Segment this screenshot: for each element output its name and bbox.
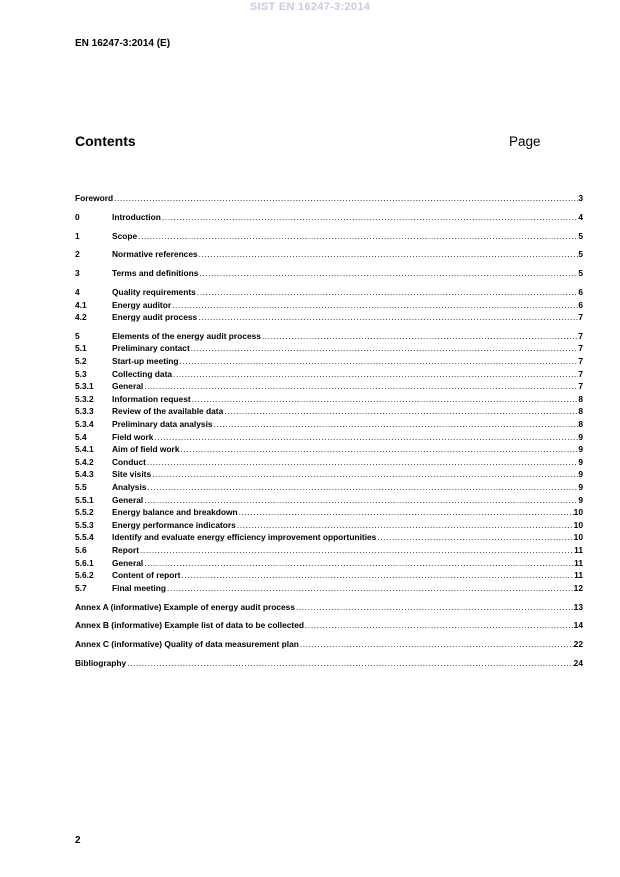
toc-entry-title: Energy performance indicators (112, 519, 236, 530)
dot-leader (143, 380, 578, 393)
dot-leader (198, 267, 578, 280)
toc-entry[interactable] (75, 330, 583, 343)
toc-entry-page: 7 (578, 330, 583, 341)
dot-leader (213, 418, 579, 431)
dot-leader (153, 431, 578, 444)
toc-entry-title: Final meeting (112, 582, 166, 593)
toc-entry-title: Preliminary contact (112, 343, 190, 354)
toc-entry-page: 8 (578, 393, 583, 404)
toc-entry[interactable] (75, 393, 583, 406)
dot-leader (236, 519, 574, 532)
toc-entry-page: 8 (578, 419, 583, 430)
toc-entry-page: 9 (578, 469, 583, 480)
dot-leader (295, 601, 574, 614)
toc-entry[interactable] (75, 544, 583, 557)
toc-entry-title: Elements of the energy audit process (112, 330, 261, 341)
toc-entry-title: Content of report (112, 570, 181, 581)
toc-entry-title: Analysis (112, 482, 147, 492)
toc-entry-number: 3 (75, 268, 80, 279)
toc-entry-page: 6 (578, 299, 583, 310)
toc-entry[interactable] (75, 506, 583, 519)
toc-entry-number: 5.3.2 (75, 393, 94, 404)
dot-leader (304, 619, 574, 632)
toc-entry-page: 7 (578, 312, 583, 323)
toc-entry-title: Introduction (112, 211, 161, 222)
toc-entry-number: 4.1 (75, 299, 87, 310)
toc-entry-number: 5.4.3 (75, 469, 94, 480)
toc-entry-number: 5.6 (75, 544, 87, 555)
toc-entry-number: 4.2 (75, 312, 87, 323)
toc-entry[interactable] (75, 657, 583, 670)
toc-entry-page: 13 (573, 601, 583, 612)
dot-leader (137, 230, 578, 243)
toc-entry-page: 14 (573, 620, 583, 631)
toc-entry-title: Energy audit process (112, 312, 198, 323)
toc-entry-title: Field work (112, 431, 154, 442)
dot-leader (171, 299, 578, 312)
toc-entry[interactable] (75, 557, 583, 570)
toc-entry[interactable] (75, 443, 583, 456)
dot-leader (146, 456, 578, 469)
toc-entry-title: Energy balance and breakdown (112, 507, 238, 518)
toc-entry-page: 5 (578, 230, 583, 241)
toc-entry-title: Conduct (112, 456, 146, 467)
toc-entry-title: Review of the available data (112, 406, 224, 417)
toc-entry-title: Identify and evaluate energy efficiency improvement opportunities (112, 532, 377, 543)
toc-entry[interactable] (75, 311, 583, 324)
toc-entry[interactable] (75, 368, 583, 381)
toc-entry[interactable] (75, 638, 583, 651)
toc-entry-title: Foreword (75, 193, 114, 203)
dot-leader (223, 405, 578, 418)
toc-entry[interactable] (75, 286, 583, 299)
toc-entry-page: 10 (573, 532, 583, 543)
dot-leader (179, 355, 579, 368)
toc-entry-page: 9 (578, 444, 583, 455)
toc-entry[interactable] (75, 519, 583, 532)
dot-leader (126, 657, 573, 670)
toc-entry[interactable] (75, 248, 583, 261)
dot-leader (146, 481, 578, 494)
dot-leader (238, 506, 574, 519)
toc-entry-page: 8 (578, 406, 583, 417)
toc-entry[interactable] (75, 619, 583, 632)
watermark: SIST EN 16247-3:2014 (249, 1, 371, 13)
toc-entry-number: 5.6.1 (75, 557, 94, 568)
toc-entry[interactable] (75, 355, 583, 368)
toc-entry[interactable] (75, 601, 583, 614)
dot-leader (191, 393, 579, 406)
toc-entry-number: 5.7 (75, 582, 87, 593)
toc-entry[interactable] (75, 481, 583, 494)
toc-entry-number: 5.1 (75, 343, 87, 354)
toc-entry-title: Energy auditor (112, 299, 172, 310)
contents-title: Contents (75, 133, 136, 149)
toc-entry[interactable] (75, 569, 583, 582)
toc-entry-title: Terms and definitions (112, 268, 199, 279)
toc-entry[interactable] (75, 211, 583, 224)
toc-entry-number: 0 (75, 211, 80, 222)
toc-entry[interactable] (75, 468, 583, 481)
toc-entry-page: 24 (573, 657, 583, 668)
toc-entry-page: 22 (573, 639, 583, 650)
dot-leader (190, 342, 579, 355)
toc-entry-page: 9 (578, 482, 583, 492)
toc-entry-title: Site visits (112, 469, 152, 480)
dot-leader (161, 211, 578, 224)
dot-leader (143, 494, 578, 507)
table-of-contents (75, 192, 583, 669)
toc-entry[interactable] (75, 456, 583, 469)
toc-entry-page: 11 (574, 544, 583, 555)
toc-entry-page: 6 (578, 286, 583, 297)
dot-leader (172, 368, 578, 381)
toc-entry[interactable] (75, 299, 583, 312)
toc-entry-title: Quality requirements (112, 286, 196, 297)
dot-leader (143, 557, 574, 570)
toc-entry[interactable] (75, 342, 583, 355)
toc-entry-title: Report (112, 544, 139, 555)
dot-leader (197, 311, 578, 324)
toc-entry[interactable] (75, 267, 583, 280)
toc-entry-number: 5 (75, 330, 80, 341)
toc-entry-number: 4 (75, 286, 80, 297)
toc-entry-number: 5.3.1 (75, 381, 94, 392)
toc-entry-page: 4 (578, 211, 583, 222)
toc-entry-title: Information request (112, 393, 191, 404)
toc-entry-title: Preliminary data analysis (112, 419, 213, 430)
toc-entry-page: 3 (578, 193, 583, 203)
toc-entry[interactable] (75, 531, 583, 544)
dot-leader (196, 286, 579, 299)
toc-entry-number: 5.4.2 (75, 456, 94, 467)
page-column-heading: Page (509, 134, 541, 149)
toc-entry-page: 5 (578, 249, 583, 260)
toc-entry[interactable] (75, 230, 583, 243)
toc-entry-title: Aim of field work (112, 444, 180, 455)
toc-entry-number: 5.3 (75, 368, 87, 379)
toc-entry-number: 5.3.4 (75, 419, 94, 430)
toc-entry-page: 7 (578, 356, 583, 367)
toc-entry[interactable] (75, 582, 583, 595)
toc-entry-page: 5 (578, 268, 583, 279)
toc-entry-title: Normative references (112, 249, 198, 260)
dot-leader (166, 582, 574, 595)
toc-entry-page: 11 (574, 557, 583, 568)
toc-entry-page: 11 (574, 570, 583, 581)
dot-leader (151, 468, 578, 481)
toc-entry[interactable] (75, 380, 583, 393)
toc-entry-page: 7 (578, 381, 583, 392)
toc-entry-page: 9 (578, 456, 583, 467)
toc-entry-number: 5.5 (75, 482, 87, 492)
toc-entry-page: 7 (578, 368, 583, 379)
toc-entry-number: 1 (75, 230, 80, 241)
toc-entry-page: 9 (578, 494, 583, 505)
dot-leader (139, 544, 574, 557)
toc-entry-number: 5.5.1 (75, 494, 94, 505)
dot-leader (376, 531, 573, 544)
toc-entry-title: General (112, 557, 144, 568)
toc-entry-page: 10 (573, 507, 583, 518)
dot-leader (180, 569, 574, 582)
document-id: EN 16247-3:2014 (E) (75, 38, 171, 49)
toc-entry-title: General (112, 494, 144, 505)
toc-entry-number: 5.3.3 (75, 406, 94, 417)
toc-entry-page: 7 (578, 343, 583, 354)
dot-leader (179, 443, 578, 456)
toc-entry-number: 5.5.2 (75, 507, 94, 518)
toc-entry-number: 5.4 (75, 431, 87, 442)
toc-entry-page: 9 (578, 431, 583, 442)
toc-entry-title: General (112, 381, 144, 392)
toc-entry[interactable] (75, 494, 583, 507)
toc-entry-page: 12 (573, 582, 583, 593)
toc-entry-title: Annex B (informative) Example list of data to be collected (75, 620, 304, 631)
toc-entry-number: 5.2 (75, 356, 87, 367)
dot-leader (299, 638, 574, 651)
toc-entry[interactable] (75, 418, 583, 431)
toc-entry-title: Bibliography (75, 657, 127, 668)
toc-entry-title: Start-up meeting (112, 356, 179, 367)
dot-leader (113, 192, 578, 205)
toc-entry-page: 10 (573, 519, 583, 530)
toc-entry-number: 5.6.2 (75, 570, 94, 581)
dot-leader (261, 330, 578, 343)
toc-entry-title: Scope (112, 230, 138, 241)
toc-entry-number: 2 (75, 249, 80, 260)
toc-entry-number: 5.5.3 (75, 519, 94, 530)
dot-leader (198, 248, 579, 261)
toc-entry[interactable] (75, 431, 583, 444)
toc-entry[interactable] (75, 405, 583, 418)
toc-entry-number: 5.4.1 (75, 444, 94, 455)
page-number: 2 (75, 835, 81, 846)
toc-entry-number: 5.5.4 (75, 532, 94, 543)
toc-entry-title: Annex C (informative) Quality of data measurement plan (75, 639, 299, 650)
toc-entry[interactable] (75, 192, 583, 205)
toc-entry-title: Annex A (informative) Example of energy audit process (75, 601, 295, 612)
toc-entry-title: Collecting data (112, 368, 173, 379)
